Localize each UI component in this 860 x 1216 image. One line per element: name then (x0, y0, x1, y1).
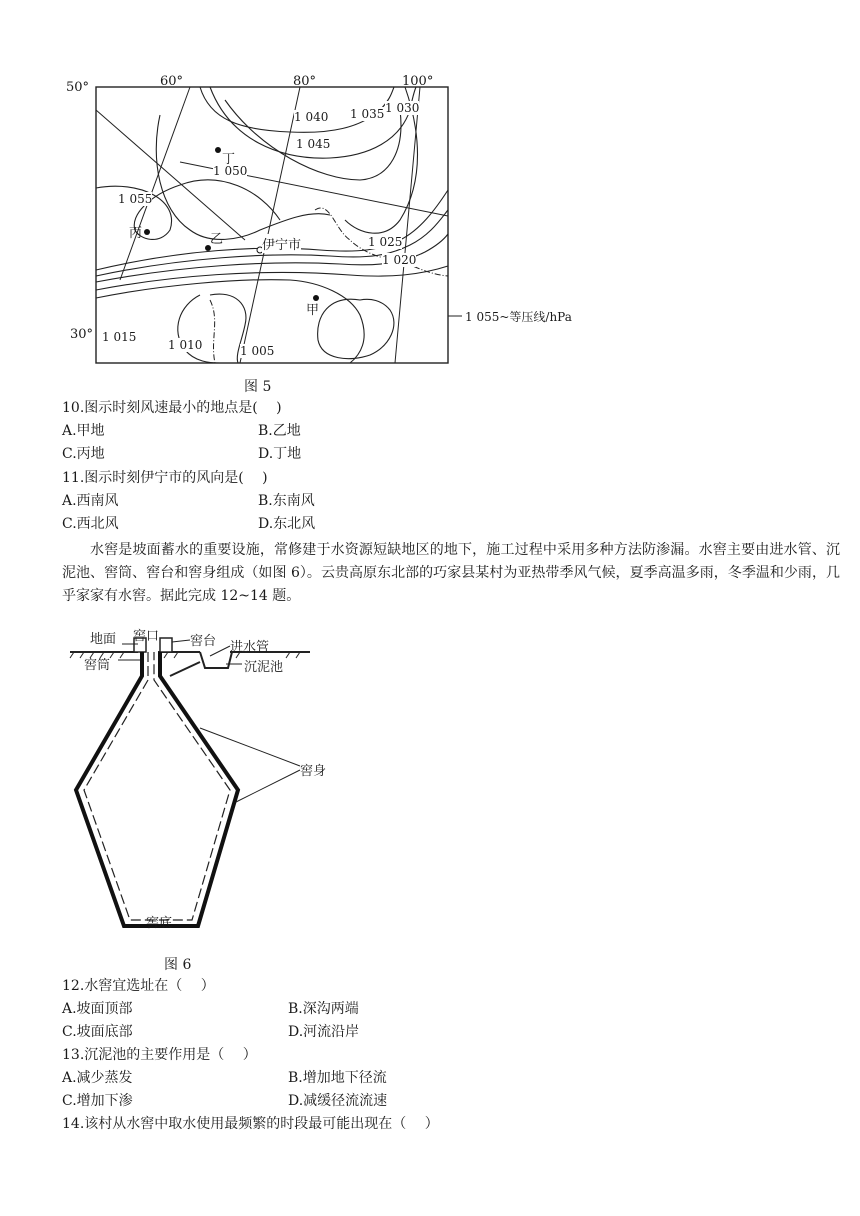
lat-bottom-label: 30° (70, 327, 94, 342)
cellar-body-outer (76, 652, 238, 926)
question-10: 10.图示时刻风速最小的地点是( ) (62, 400, 282, 416)
leader-body (200, 728, 300, 766)
water-cellar-diagram (60, 630, 380, 950)
lon-label-100: 100° (402, 74, 434, 89)
figure-5-caption: 图 5 (244, 379, 272, 395)
q13-option-d: D.减缓径流流速 (288, 1093, 388, 1109)
cellar-platform-right (160, 638, 172, 652)
passage-text: 水窖是坡面蓄水的重要设施，常修建于水资源短缺地区的地下，施工过程中采用多种方法防渗漏。水窖主要由进水管、沉泥池、窖筒、窖台和窖身组成（如图 6）。云贵高原东北部的巧家县某村为亚热带季风气候，夏季高温多雨，冬季温和少雨，几乎家家有水窖。据此完成 12~14 题。 (62, 542, 840, 604)
q13-option-c: C.增加下渗 (62, 1093, 133, 1109)
label-shaft: 窖筒 (84, 658, 111, 673)
map-legend: 1 055~等压线/hPa (465, 310, 572, 324)
meridian-100 (395, 87, 420, 363)
isobar-map (60, 70, 600, 370)
q12-option-d: D.河流沿岸 (288, 1024, 360, 1040)
isobar-label: 1 025 (368, 235, 403, 249)
q10-option-d: D.丁地 (258, 446, 302, 462)
lon-label-80: 80° (293, 74, 317, 89)
figure-6-caption: 图 6 (164, 957, 192, 973)
isobar-label: 1 020 (382, 253, 417, 267)
q11-option-d: D.东北风 (258, 516, 316, 532)
lat-top-label: 50° (66, 80, 90, 95)
label-body: 窖身 (300, 764, 327, 779)
point-bing (144, 229, 150, 235)
lon-label-60: 60° (160, 74, 184, 89)
question-12: 12.水窖宜选址在（ ） (62, 978, 215, 994)
q12-option-b: B.深沟两端 (288, 1001, 359, 1017)
q10-option-b: B.乙地 (258, 423, 301, 439)
settling-pond (200, 652, 232, 668)
q12-option-a: A.坡面顶部 (62, 1001, 133, 1017)
isobar-label: 1 010 (168, 338, 203, 352)
isobar-label: 1 040 (294, 110, 329, 124)
q10-option-c: C.丙地 (62, 446, 105, 462)
q12-option-c: C.坡面底部 (62, 1024, 133, 1040)
boundary-line (210, 300, 215, 363)
place-jia: 甲 (306, 303, 320, 318)
inlet-pipe (170, 662, 200, 676)
leader-body (236, 770, 300, 802)
label-settling: 沉泥池 (244, 660, 284, 675)
point-ding (215, 147, 221, 153)
isobar-label: 1 005 (240, 344, 275, 358)
isobar-label: 1 055 (118, 192, 153, 206)
place-ding: 丁 (222, 152, 236, 167)
q11-option-c: C.西北风 (62, 516, 119, 532)
q13-option-b: B.增加地下径流 (288, 1070, 387, 1086)
isobar-label: 1 030 (385, 101, 420, 115)
isobars (96, 87, 448, 363)
q11-option-b: B.东南风 (258, 493, 315, 509)
q13-option-a: A.减少蒸发 (62, 1070, 133, 1086)
isobar-label: 1 050 (213, 164, 248, 178)
label-platform: 窖台 (190, 634, 217, 649)
place-bing: 丙 (129, 226, 143, 241)
leader-platform-right (172, 640, 190, 642)
place-yining: 伊宁市 (262, 234, 301, 253)
isobar-label: 1 035 (350, 107, 385, 121)
question-13: 13.沉泥池的主要作用是（ ） (62, 1047, 257, 1063)
q11-option-a: A.西南风 (62, 493, 119, 509)
q10-option-a: A.甲地 (62, 423, 105, 439)
place-yi: 乙 (210, 232, 224, 247)
label-bottom: 窖底 (146, 916, 173, 931)
question-11: 11.图示时刻伊宁市的风向是( ) (62, 470, 268, 486)
label-ground: 地面 (90, 632, 117, 647)
label-mouth: 窖口 (133, 629, 160, 644)
isobar-label: 1 045 (296, 137, 331, 151)
label-inlet: 进水管 (230, 640, 270, 655)
isobar-label: 1 015 (102, 330, 137, 344)
question-14: 14.该村从水窖中取水使用最频繁的时段最可能出现在（ ） (62, 1116, 439, 1132)
